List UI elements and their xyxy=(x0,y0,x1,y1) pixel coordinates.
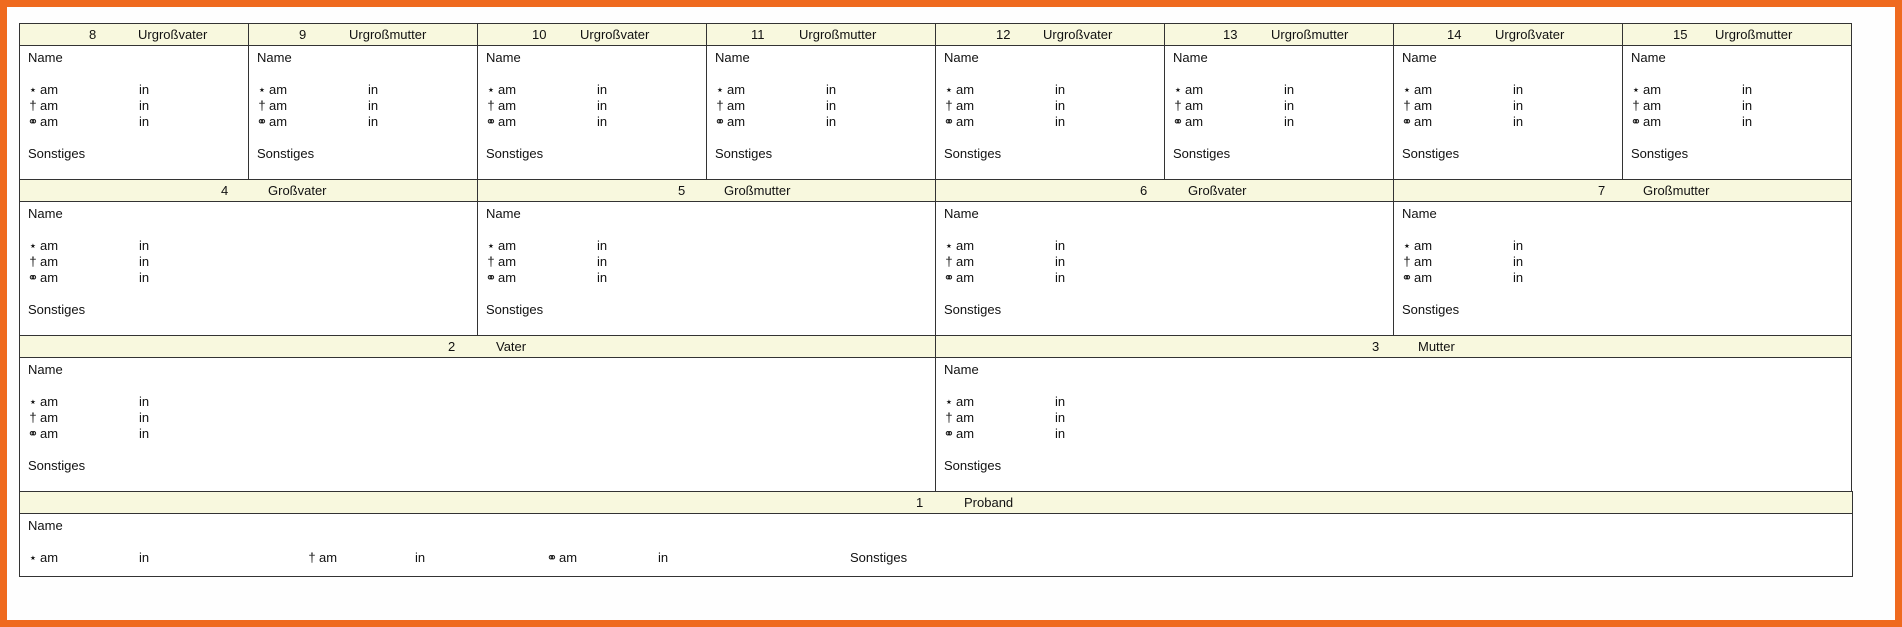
birth-place-label: in xyxy=(1513,82,1524,97)
marriage-line: ⚭ am xyxy=(485,270,517,285)
card-body xyxy=(20,514,1852,576)
other-label: Sonstiges xyxy=(944,458,1002,473)
death-line: † am xyxy=(713,98,745,113)
death-line: † am xyxy=(1629,98,1661,113)
marriage-place-label: in xyxy=(597,114,608,129)
relation-label: Urgroßvater xyxy=(580,27,650,42)
birth-place-label: in xyxy=(597,82,608,97)
relation-label: Urgroßmutter xyxy=(799,27,877,42)
person-number: 12 xyxy=(996,27,1011,42)
birth-line: ⋆ am xyxy=(713,82,745,98)
card-header xyxy=(20,492,1852,514)
marriage-line: ⚭ am xyxy=(943,426,975,441)
birth-icon: ⋆ xyxy=(1402,238,1412,253)
birth-line: ⋆ am xyxy=(942,238,974,254)
card-header xyxy=(936,180,1393,202)
relation-label: Großvater xyxy=(268,183,327,198)
marriage-place-label: in xyxy=(139,270,150,285)
card-header xyxy=(249,24,477,46)
card-body xyxy=(478,202,935,335)
relation-label: Urgroßvater xyxy=(138,27,208,42)
marriage-line: ⚭ am xyxy=(714,114,746,129)
name-label: Name xyxy=(486,206,521,221)
card-header xyxy=(936,24,1164,46)
birth-icon: ⋆ xyxy=(1631,82,1641,97)
relation-label: Vater xyxy=(496,339,527,354)
death-icon: † xyxy=(308,550,316,565)
birth-icon: ⋆ xyxy=(486,238,496,253)
marriage-line: ⚭ am xyxy=(27,426,59,441)
card-header xyxy=(478,24,706,46)
person-card-4[interactable] xyxy=(19,179,478,336)
birth-place-label: in xyxy=(826,82,837,97)
person-number: 6 xyxy=(1140,183,1148,198)
death-place-label: in xyxy=(1513,98,1524,113)
other-label: Sonstiges xyxy=(257,146,315,161)
marriage-line: ⚭ am xyxy=(1172,114,1204,129)
death-place-label: in xyxy=(1284,98,1295,113)
relation-label: Urgroßvater xyxy=(1043,27,1113,42)
relation-label: Urgroßmutter xyxy=(1271,27,1349,42)
person-card-5[interactable] xyxy=(477,179,936,336)
ancestor-chart xyxy=(19,24,1853,577)
death-place-label: in xyxy=(597,254,608,269)
death-icon: † xyxy=(945,410,953,425)
marriage-place-label: in xyxy=(1742,114,1753,129)
name-label: Name xyxy=(1402,50,1437,65)
person-card-8[interactable] xyxy=(19,23,249,180)
person-card-10[interactable] xyxy=(477,23,707,180)
marriage-line: ⚭ am xyxy=(256,114,288,129)
birth-line: ⋆ am xyxy=(1400,238,1432,254)
death-line: † am xyxy=(942,98,974,113)
person-card-2[interactable] xyxy=(19,335,936,492)
marriage-icon: ⚭ xyxy=(546,550,558,565)
birth-place-label: in xyxy=(597,238,608,253)
card-body xyxy=(936,202,1393,335)
birth-place-label: in xyxy=(139,550,150,565)
relation-label: Großmutter xyxy=(1643,183,1710,198)
marriage-icon: ⚭ xyxy=(485,270,497,285)
name-label: Name xyxy=(715,50,750,65)
name-label: Name xyxy=(257,50,292,65)
birth-place-label: in xyxy=(139,394,150,409)
marriage-icon: ⚭ xyxy=(943,270,955,285)
birth-icon: ⋆ xyxy=(944,394,954,409)
other-label: Sonstiges xyxy=(1173,146,1231,161)
death-place-label: in xyxy=(1055,254,1066,269)
death-place-label: in xyxy=(368,98,379,113)
death-place-label: in xyxy=(1055,98,1066,113)
person-card-12[interactable] xyxy=(935,23,1165,180)
relation-label: Proband xyxy=(964,495,1014,510)
person-number: 9 xyxy=(299,27,307,42)
card-header xyxy=(1623,24,1851,46)
name-label: Name xyxy=(1173,50,1208,65)
other-label: Sonstiges xyxy=(944,302,1002,317)
birth-icon: ⋆ xyxy=(486,82,496,97)
person-card-14[interactable] xyxy=(1393,23,1623,180)
person-card-11[interactable] xyxy=(706,23,936,180)
card-header xyxy=(1394,24,1622,46)
card-header xyxy=(20,180,477,202)
death-line: † am xyxy=(1171,98,1203,113)
card-body xyxy=(20,358,935,491)
card-body xyxy=(20,46,248,179)
card-body xyxy=(1394,46,1622,179)
card-body xyxy=(936,358,1851,491)
marriage-icon: ⚭ xyxy=(943,426,955,441)
marriage-place-label: in xyxy=(1055,426,1066,441)
relation-label: Urgroßmutter xyxy=(349,27,427,42)
marriage-line: ⚭ am xyxy=(27,114,59,129)
marriage-place-label: in xyxy=(597,270,608,285)
birth-place-label: in xyxy=(1513,238,1524,253)
person-number: 13 xyxy=(1223,27,1238,42)
card-body xyxy=(478,46,706,179)
birth-line: ⋆ am xyxy=(1400,82,1432,98)
death-place-label: in xyxy=(597,98,608,113)
person-number: 14 xyxy=(1447,27,1462,42)
marriage-line: ⚭ am xyxy=(943,114,975,129)
marriage-icon: ⚭ xyxy=(1172,114,1184,129)
marriage-place-label: in xyxy=(1284,114,1295,129)
other-label: Sonstiges xyxy=(850,550,908,565)
person-number: 7 xyxy=(1598,183,1606,198)
card-header xyxy=(20,24,248,46)
person-number: 10 xyxy=(532,27,547,42)
death-line: † am xyxy=(484,98,516,113)
relation-label: Urgroßvater xyxy=(1495,27,1565,42)
death-line: † am xyxy=(942,410,974,425)
name-label: Name xyxy=(28,50,63,65)
death-place-label: in xyxy=(1055,410,1066,425)
marriage-icon: ⚭ xyxy=(256,114,268,129)
relation-label: Großvater xyxy=(1188,183,1247,198)
person-card-13[interactable] xyxy=(1164,23,1394,180)
relation-label: Mutter xyxy=(1418,339,1455,354)
person-number: 11 xyxy=(751,27,765,42)
marriage-place-label: in xyxy=(1513,114,1524,129)
birth-line: ⋆ am xyxy=(484,82,516,98)
birth-place-label: in xyxy=(368,82,379,97)
death-line: † am xyxy=(1400,98,1432,113)
birth-line: ⋆ am xyxy=(26,238,58,254)
marriage-line: ⚭ am xyxy=(1630,114,1662,129)
birth-place-label: in xyxy=(139,238,150,253)
marriage-line: ⚭ am xyxy=(27,270,59,285)
marriage-icon: ⚭ xyxy=(27,426,39,441)
death-place-label: in xyxy=(415,550,426,565)
card-header xyxy=(1394,180,1851,202)
card-body xyxy=(936,46,1164,179)
birth-icon: ⋆ xyxy=(28,394,38,409)
card-header xyxy=(20,336,935,358)
marriage-place-label: in xyxy=(1055,270,1066,285)
death-place-label: in xyxy=(139,98,150,113)
marriage-icon: ⚭ xyxy=(714,114,726,129)
marriage-icon: ⚭ xyxy=(1630,114,1642,129)
person-card-15[interactable] xyxy=(1622,23,1852,180)
marriage-line: ⚭ am xyxy=(1401,114,1433,129)
card-header xyxy=(1165,24,1393,46)
card-body xyxy=(707,46,935,179)
birth-line: ⋆ am xyxy=(484,238,516,254)
death-line: † am xyxy=(26,410,58,425)
other-label: Sonstiges xyxy=(1631,146,1689,161)
other-label: Sonstiges xyxy=(28,302,86,317)
person-number: 5 xyxy=(678,183,686,198)
death-line: † am xyxy=(26,254,58,269)
person-card-3[interactable] xyxy=(935,335,1852,492)
birth-icon: ⋆ xyxy=(28,238,38,253)
person-card-9[interactable] xyxy=(248,23,478,180)
death-line: † am xyxy=(484,254,516,269)
person-card-7[interactable] xyxy=(1393,179,1852,336)
person-number: 2 xyxy=(448,339,456,354)
name-label: Name xyxy=(1631,50,1666,65)
death-line: † am xyxy=(26,98,58,113)
death-icon: † xyxy=(945,98,953,113)
other-label: Sonstiges xyxy=(28,146,86,161)
card-header xyxy=(707,24,935,46)
death-icon: † xyxy=(487,98,495,113)
marriage-place-label: in xyxy=(658,550,669,565)
death-place-label: in xyxy=(139,410,150,425)
marriage-icon: ⚭ xyxy=(485,114,497,129)
name-label: Name xyxy=(944,206,979,221)
marriage-icon: ⚭ xyxy=(27,114,39,129)
marriage-place-label: in xyxy=(139,426,150,441)
card-body xyxy=(20,202,477,335)
marriage-line: ⚭ am xyxy=(1401,270,1433,285)
birth-line: ⋆ am xyxy=(255,82,287,98)
marriage-line: ⚭ am xyxy=(546,550,578,565)
relation-label: Großmutter xyxy=(724,183,791,198)
birth-icon: ⋆ xyxy=(1173,82,1183,97)
marriage-place-label: in xyxy=(826,114,837,129)
marriage-line: ⚭ am xyxy=(485,114,517,129)
card-body xyxy=(249,46,477,179)
person-card-1[interactable] xyxy=(19,491,1853,577)
card-body xyxy=(1165,46,1393,179)
death-icon: † xyxy=(1632,98,1640,113)
death-icon: † xyxy=(258,98,266,113)
card-body xyxy=(1623,46,1851,179)
death-icon: † xyxy=(29,254,37,269)
name-label: Name xyxy=(486,50,521,65)
death-place-label: in xyxy=(826,98,837,113)
death-place-label: in xyxy=(1513,254,1524,269)
card-body xyxy=(1394,202,1851,335)
birth-line: ⋆ am xyxy=(26,550,58,566)
death-line: † am xyxy=(305,550,337,565)
marriage-icon: ⚭ xyxy=(943,114,955,129)
birth-place-label: in xyxy=(1055,82,1066,97)
birth-place-label: in xyxy=(1055,238,1066,253)
death-icon: † xyxy=(1403,98,1411,113)
birth-icon: ⋆ xyxy=(1402,82,1412,97)
name-label: Name xyxy=(28,518,63,533)
death-place-label: in xyxy=(1742,98,1753,113)
birth-line: ⋆ am xyxy=(26,82,58,98)
person-number: 8 xyxy=(89,27,97,42)
birth-icon: ⋆ xyxy=(28,82,38,97)
birth-icon: ⋆ xyxy=(944,82,954,97)
marriage-line: ⚭ am xyxy=(943,270,975,285)
row-proband xyxy=(19,492,1853,577)
other-label: Sonstiges xyxy=(715,146,773,161)
death-icon: † xyxy=(1174,98,1182,113)
birth-icon: ⋆ xyxy=(28,550,38,565)
relation-label: Urgroßmutter xyxy=(1715,27,1793,42)
name-label: Name xyxy=(1402,206,1437,221)
marriage-icon: ⚭ xyxy=(27,270,39,285)
birth-place-label: in xyxy=(1284,82,1295,97)
death-icon: † xyxy=(945,254,953,269)
name-label: Name xyxy=(28,206,63,221)
other-label: Sonstiges xyxy=(486,146,544,161)
birth-line: ⋆ am xyxy=(942,394,974,410)
birth-place-label: in xyxy=(139,82,150,97)
card-header xyxy=(936,336,1851,358)
person-card-6[interactable] xyxy=(935,179,1394,336)
marriage-place-label: in xyxy=(368,114,379,129)
marriage-icon: ⚭ xyxy=(1401,114,1413,129)
death-icon: † xyxy=(29,410,37,425)
name-label: Name xyxy=(944,362,979,377)
death-icon: † xyxy=(29,98,37,113)
birth-icon: ⋆ xyxy=(715,82,725,97)
person-number: 15 xyxy=(1673,27,1688,42)
marriage-place-label: in xyxy=(1513,270,1524,285)
death-icon: † xyxy=(1403,254,1411,269)
marriage-place-label: in xyxy=(1055,114,1066,129)
birth-line: ⋆ am xyxy=(26,394,58,410)
death-line: † am xyxy=(1400,254,1432,269)
death-place-label: in xyxy=(139,254,150,269)
birth-icon: ⋆ xyxy=(257,82,267,97)
death-line: † am xyxy=(255,98,287,113)
birth-icon: ⋆ xyxy=(944,238,954,253)
marriage-place-label: in xyxy=(139,114,150,129)
other-label: Sonstiges xyxy=(1402,146,1460,161)
other-label: Sonstiges xyxy=(486,302,544,317)
birth-line: ⋆ am xyxy=(1171,82,1203,98)
other-label: Sonstiges xyxy=(1402,302,1460,317)
birth-line: ⋆ am xyxy=(1629,82,1661,98)
birth-place-label: in xyxy=(1742,82,1753,97)
person-number: 1 xyxy=(916,495,924,510)
name-label: Name xyxy=(28,362,63,377)
death-line: † am xyxy=(942,254,974,269)
row-great-grandparents xyxy=(19,24,1853,180)
other-label: Sonstiges xyxy=(28,458,86,473)
death-icon: † xyxy=(716,98,724,113)
other-label: Sonstiges xyxy=(944,146,1002,161)
card-header xyxy=(478,180,935,202)
name-label: Name xyxy=(944,50,979,65)
birth-place-label: in xyxy=(1055,394,1066,409)
person-number: 3 xyxy=(1372,339,1380,354)
death-icon: † xyxy=(487,254,495,269)
row-parents xyxy=(19,336,1853,492)
marriage-icon: ⚭ xyxy=(1401,270,1413,285)
person-number: 4 xyxy=(221,183,229,198)
birth-line: ⋆ am xyxy=(942,82,974,98)
row-grandparents xyxy=(19,180,1853,336)
